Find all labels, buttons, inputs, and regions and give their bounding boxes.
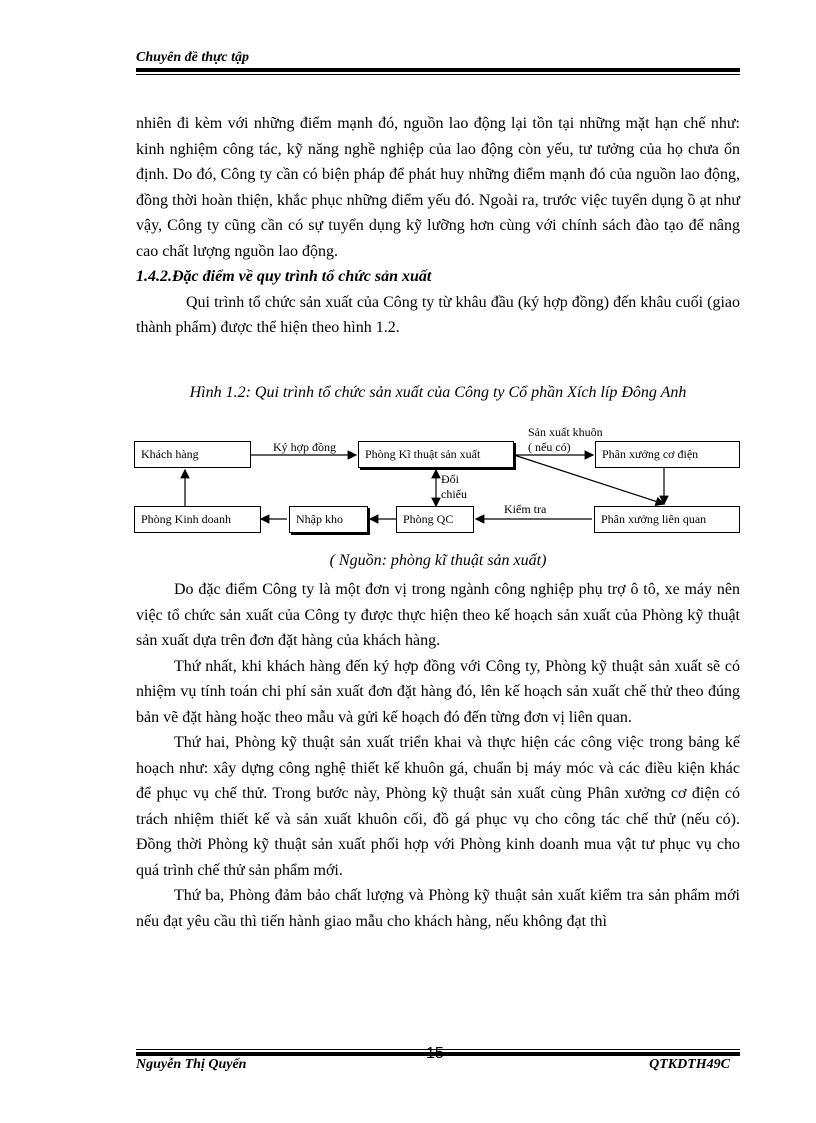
label-doi: Đối [441,472,459,486]
page-number: 15 [426,1045,444,1062]
body-text-top [136,111,740,341]
paragraph: nhiên đi kèm với những điểm mạnh đó, nguồn lao động lại tồn tại những mặt hạn chế như: kinh nghiệm công tác, kỹ năng nghề nghiệp của lao động còn yếu, tư tưởng của họ chưa ổn định. Do đó, Công ty cần có biện pháp để phát huy những điểm mạnh đó của nguồn lao động, đồng thời hoàn thiện, khắc phục những điểm yếu đó. Ngoài ra, trước việc tuyển dụng ồ ạt như vậy, Công ty cũng cần có sự tuyển dụng kỹ lưỡng hơn cùng với chính sách đào tạo để nâng cao chất lượng nguồn lao động. [136,115,740,260]
node-phan-xuong-lien-quan: Phân xưởng liên quan [594,506,740,533]
node-khach-hang: Khách hàng [134,441,251,468]
footer-class-code: QTKDTH49C [649,1057,730,1072]
section-heading: 1.4.2.Đặc điểm về quy trình tổ chức sản xuất [136,268,432,285]
process-diagram [130,420,746,550]
paragraph: Qui trình tổ chức sản xuất của Công ty từ khâu đầu (ký hợp đồng) đến khâu cuối (giao thành phẩm) được thể hiện theo hình 1.2. [136,293,740,336]
node-phan-xuong-co-dien: Phân xưởng cơ điện [595,441,740,468]
node-phong-qc: Phòng QC [396,506,474,533]
header-rule-thin [136,74,740,75]
label-ky-hop-dong: Ký hợp đồng [273,440,337,454]
body-text-bottom [136,577,740,934]
header-title: Chuyên đề thực tập [136,50,250,65]
node-phong-kinh-doanh: Phòng Kinh doanh [134,506,261,533]
paragraph: Do đặc điểm Công ty là một đơn vị trong ngành công nghiệp phụ trợ ô tô, xe máy nên việc tổ chức sản xuất của Công ty được thực hiện theo kế hoạch sản xuất của Phòng kỹ thuật sản xuất dựa trên đơn đặt hàng của khách hàng. [136,581,740,649]
label-kiem-tra: Kiểm tra [504,502,547,516]
figure-caption: Hình 1.2: Qui trình tổ chức sản xuất của Công ty Cổ phần Xích líp Đông Anh [189,384,687,401]
label-neu-co: ( nếu có) [528,440,571,454]
figure-source: ( Nguồn: phòng kĩ thuật sản xuất) [329,552,547,569]
node-phong-ki-thuat: Phòng Kĩ thuật sản xuất [358,441,514,468]
footer-author: Nguyễn Thị Quyến [136,1057,247,1072]
paragraph: Thứ hai, Phòng kỹ thuật sản xuất triển khai và thực hiện các công việc trong bảng kế hoạch như: xây dựng công nghệ thiết kế khuôn gá, chuẩn bị máy móc và các điều kiện khác để phục vụ chế thử. Trong bước này, Phòng kỹ thuật sản xuất cùng Phân xưởng cơ điện có trách nhiệm thiết kế và sản xuất khuôn cối, đồ gá phục vụ cho công tác chế thử (nếu có). Đồng thời Phòng kỹ thuật sản xuất phối hợp với Phòng kinh doanh mua vật tư phục vụ cho quá trình chế thử sản phẩm mới. [136,734,740,879]
label-chieu: chiếu [441,487,467,501]
label-san-xuat-khuon: Sản xuất khuôn [528,425,603,439]
node-nhap-kho: Nhập kho [289,506,368,533]
header-rule [136,68,740,72]
paragraph: Thứ nhất, khi khách hàng đến ký hợp đồng với Công ty, Phòng kỹ thuật sản xuất sẽ có nhiệm vụ tính toán chi phí sản xuất đơn đặt hàng đó, lên kế hoạch sản xuất chế thử theo đúng bản vẽ đặt hàng hoặc theo mẫu và gửi kế hoạch đó đến từng đơn vị liên quan. [136,657,740,726]
paragraph: Thứ ba, Phòng đảm bảo chất lượng và Phòng kỹ thuật sản xuất kiểm tra sản phẩm mới nếu đạt yêu cầu thì tiến hành giao mẫu cho khách hàng, nếu không đạt thì [136,887,740,930]
